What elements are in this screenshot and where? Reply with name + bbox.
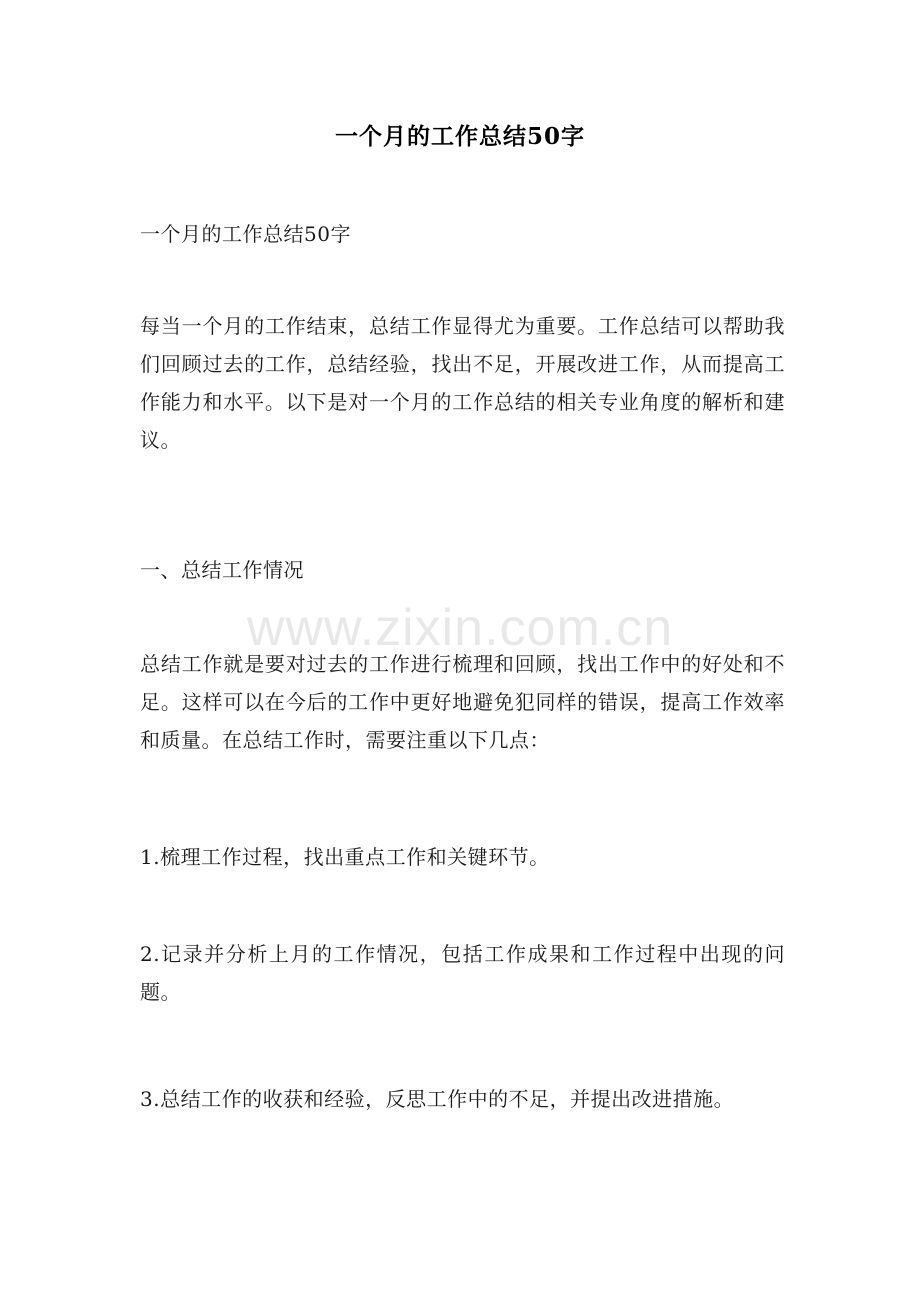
section-heading: 一、总结工作情况 (140, 558, 304, 582)
section-body-paragraph: 总结工作就是要对过去的工作进行梳理和回顾，找出工作中的好处和不足。这样可以在今后的工作中更好地避免犯同样的错误，提高工作效率和质量。在总结工作时，需要注重以下几点： (140, 652, 785, 752)
intro-paragraph: 每当一个月的工作结束，总结工作显得尤为重要。工作总结可以帮助我们回顾过去的工作，总结经验，找出不足，开展改进工作，从而提高工作能力和水平。以下是对一个月的工作总结的相关专业角度的解析和建议。 (140, 314, 785, 452)
list-item: 3.总结工作的收获和经验，反思工作中的不足，并提出改进措施。 (140, 1087, 735, 1111)
document-title: 一个月的工作总结50字 (334, 123, 585, 150)
document-subtitle: 一个月的工作总结50字 (140, 222, 351, 246)
list-item: 2.记录并分析上月的工作情况，包括工作成果和工作过程中出现的问题。 (140, 942, 785, 1004)
list-item: 1.梳理工作过程，找出重点工作和关键环节。 (140, 845, 550, 869)
watermark-text: www.zixin.com.cn (246, 599, 674, 657)
